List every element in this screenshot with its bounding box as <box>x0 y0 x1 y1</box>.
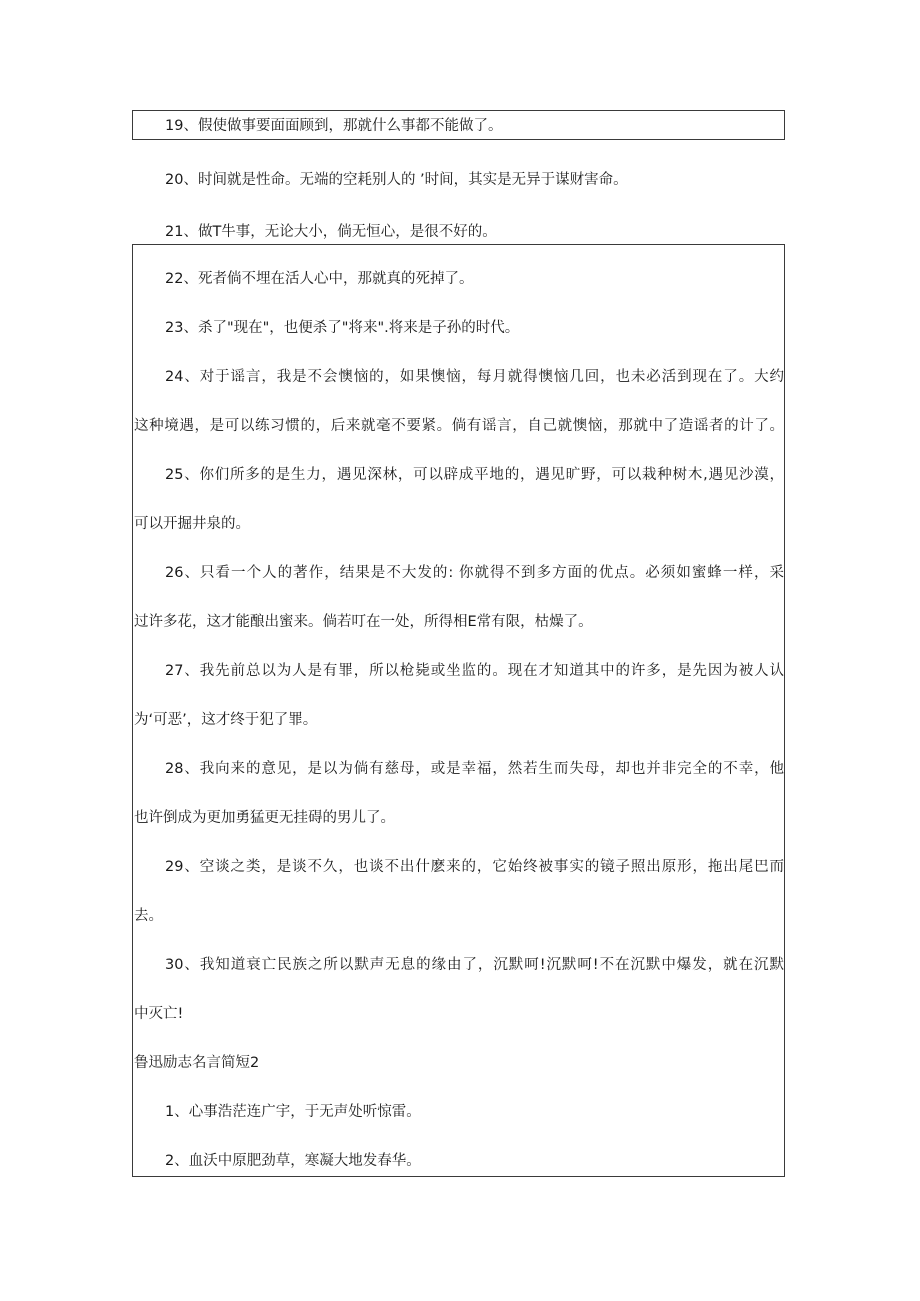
section2-item-2: 2、血沃中原肥劲草，寒凝大地发春华。 <box>165 1153 421 1169</box>
quote-24-line-1: 24、对于谣言，我是不会懊恼的，如果懊恼，每月就得懊恼几回，也未必活到现在了。大约 <box>165 369 784 385</box>
quote-29-line-2: 去。 <box>134 908 163 924</box>
quote-25-line-1: 25、你们所多的是生力，遇见深林，可以辟成平地的，遇见旷野，可以栽种树木,遇见沙漠， <box>165 467 784 483</box>
quote-25-line-2: 可以开掘井泉的。 <box>134 516 250 532</box>
quote-28-line-2: 也许倒成为更加勇猛更无挂碍的男儿了。 <box>134 810 395 826</box>
section2-item-1: 1、心事浩茫连广宇，于无声处听惊雷。 <box>165 1104 421 1120</box>
quote-27-line-2: 为‘可恶’，这才终于犯了罪。 <box>134 712 318 728</box>
quote-24-line-2: 这种境遇，是可以练习惯的，后来就毫不要紧。倘有谣言，自己就懊恼，那就中了造谣者的计了。 <box>134 418 784 434</box>
section-heading: 鲁迅励志名言简短2 <box>134 1055 260 1071</box>
quote-28-line-1: 28、我向来的意见，是以为倘有慈母，或是幸福，然若生而失母，却也并非完全的不幸，他 <box>165 761 784 777</box>
quote-26-line-1: 26、只看一个人的著作，结果是不大发的: 你就得不到多方面的优点。必须如蜜蜂一样，采 <box>165 565 784 581</box>
quote-26-line-2: 过许多花，这才能酿出蜜来。倘若叮在一处，所得相E常有限，枯燥了。 <box>134 614 593 630</box>
quote-19: 19、假使做事要面面顾到，那就什么事都不能做了。 <box>165 118 503 134</box>
quote-22: 22、死者倘不埋在活人心中，那就真的死掉了。 <box>165 271 474 287</box>
quote-30-line-2: 中灭亡! <box>134 1006 184 1022</box>
quote-20: 20、时间就是性命。无端的空耗别人的 ’时间，其实是无异于谋财害命。 <box>165 172 628 188</box>
quote-29-line-1: 29、空谈之类，是谈不久，也谈不出什麽来的，它始终被事实的镜子照出原形，拖出尾巴而 <box>165 859 784 875</box>
quote-30-line-1: 30、我知道衰亡民族之所以默声无息的缘由了，沉默呵!沉默呵!不在沉默中爆发，就在沉默 <box>165 957 784 973</box>
quote-23: 23、杀了"现在"，也便杀了"将来".将来是子孙的时代。 <box>165 320 520 336</box>
quote-27-line-1: 27、我先前总以为人是有罪，所以枪毙或坐监的。现在才知道其中的许多，是先因为被人认 <box>165 663 784 679</box>
quote-21: 21、做T牛事，无论大小，倘无恒心，是很不好的。 <box>165 224 497 240</box>
